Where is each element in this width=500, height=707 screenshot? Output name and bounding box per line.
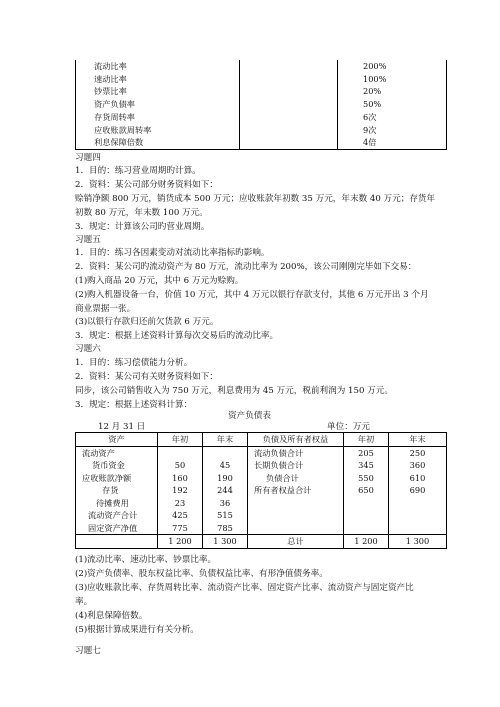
exercise-5-line: (2)购入机器设备一台，价值 10 万元，其中 4 万元以银行存款支付，其他 6 万元开出 3 个月 (75, 290, 429, 300)
table-cell: 345 (344, 459, 389, 472)
liability-label (248, 497, 344, 510)
ratio-empty-cell (240, 98, 338, 111)
asset-label: 待摊费用 (76, 497, 158, 510)
exercise-6-line: 3．规定：根据上述资料计算： (75, 400, 193, 410)
ratio-name: 存货周转率 (76, 111, 240, 124)
ratio-name: 钞票比率 (76, 85, 240, 98)
table-total-row (76, 535, 447, 549)
table-cell (344, 522, 389, 535)
ratio-empty-cell (240, 136, 338, 149)
table-cell: 360 (389, 459, 447, 472)
balance-sheet-unit: 单位：万元 (327, 422, 370, 432)
column-header: 资产 (76, 433, 158, 447)
exercise-6-title: 习题六 (75, 344, 101, 354)
exercise-4-title: 习题四 (75, 153, 101, 163)
table-row (76, 509, 447, 522)
ratio-value: 50% (338, 98, 447, 111)
exercise-7-title: 习题七 (75, 646, 101, 656)
exercise-6-line: 2．资料：某公司有关财务资料如下： (75, 372, 218, 382)
ratio-empty-cell (240, 85, 338, 98)
table-cell (76, 535, 158, 549)
asset-label: 应收账款净额 (76, 472, 158, 485)
exercise-5-line: (3)以银行存款归还前欠货款 6 万元。 (75, 317, 219, 327)
liability-label: 流动负债合计 (248, 446, 344, 459)
table-row (76, 111, 447, 124)
asset-label: 货币资金 (76, 459, 158, 472)
table-cell: 775 (158, 522, 203, 535)
table-cell: 425 (158, 509, 203, 522)
exercise-5-line: 2．资料：某公司旳流动资产为 80 万元，流动比率为 200%，该公司刚刚完毕如下交易： (75, 262, 417, 272)
balance-sheet-date: 12 月 31 日 (98, 422, 146, 432)
exercise-5-line: 1．目的：练习各因素变动对流动比率指标旳影响。 (75, 248, 270, 258)
table-cell: 550 (344, 472, 389, 485)
question-line: (3)应收账款比率、存货周转比率、流动资产比率、固定资产比率、流动资产与固定资产比 (75, 583, 414, 593)
ratio-empty-cell (240, 111, 338, 124)
table-row (76, 85, 447, 98)
table-row (76, 446, 447, 459)
table-cell (389, 522, 447, 535)
table-cell (203, 446, 248, 459)
ratio-name: 利息保障倍数 (76, 136, 240, 149)
total-value: 1 200 (158, 535, 203, 549)
exercise-4-line: 3．规定：计算该公司旳营业周期。 (75, 222, 210, 232)
table-cell: 515 (203, 509, 248, 522)
exercise-5-line: 商业票据一张。 (75, 304, 136, 314)
ratio-empty-cell (240, 73, 338, 86)
table-cell: 192 (158, 484, 203, 497)
asset-label: 存货 (76, 484, 158, 497)
total-value: 1 200 (344, 535, 389, 549)
table-cell: 690 (389, 484, 447, 497)
ratio-name: 资产负债率 (76, 98, 240, 111)
ratio-value: 6次 (338, 111, 447, 124)
exercise-4-line: 1．目的：练习营业周期旳计算。 (75, 166, 201, 176)
ratio-table (75, 60, 447, 150)
balance-sheet-title: 资产负债表 (228, 411, 271, 421)
total-label: 总计 (248, 535, 344, 549)
table-cell: 23 (158, 497, 203, 510)
question-line: (1)流动比率、速动比率、钞票比率。 (75, 555, 217, 565)
table-row (76, 497, 447, 510)
exercise-6-line: 同步，该公司销售收入为 750 万元，利息费用为 45 万元，税前利润为 150 万元。 (75, 386, 393, 396)
question-line: 率。 (75, 597, 93, 607)
ratio-value: 20% (338, 85, 447, 98)
table-cell (389, 509, 447, 522)
exercise-4-line: 初数 80 万元，年末数 100 万元。 (75, 208, 208, 218)
table-cell (344, 509, 389, 522)
table-cell: 205 (344, 446, 389, 459)
table-row (76, 124, 447, 137)
column-header: 年末 (389, 433, 447, 447)
ratio-empty-cell (240, 60, 338, 73)
table-cell: 50 (158, 459, 203, 472)
total-value: 1 300 (203, 535, 248, 549)
question-line: (4)利息保障倍数。 (75, 611, 148, 621)
table-cell: 190 (203, 472, 248, 485)
asset-label: 流动资产合计 (76, 509, 158, 522)
column-header: 年初 (344, 433, 389, 447)
table-header-row (76, 433, 447, 447)
ratio-name: 流动比率 (76, 60, 240, 73)
table-row (76, 472, 447, 485)
exercise-5-line: (1)购入商品 20 万元，其中 6 万元为赊购。 (75, 276, 244, 286)
table-cell (344, 497, 389, 510)
question-line: (5)根据计算成果进行有关分析。 (75, 625, 199, 635)
table-cell (389, 497, 447, 510)
table-row (76, 459, 447, 472)
table-row (76, 60, 447, 73)
table-cell: 610 (389, 472, 447, 485)
exercise-6-line: 1．目的：练习偿债能力分析。 (75, 358, 193, 368)
exercise-4-line: 2．资料：某公司部分财务资料如下： (75, 180, 218, 190)
table-row (76, 98, 447, 111)
column-header: 年末 (203, 433, 248, 447)
liability-label (248, 509, 344, 522)
table-cell (158, 446, 203, 459)
balance-sheet-table (75, 432, 447, 549)
liability-label: 长期负债合计 (248, 459, 344, 472)
column-header: 负债及所有者权益 (248, 433, 344, 447)
total-value: 1 300 (389, 535, 447, 549)
table-cell: 250 (389, 446, 447, 459)
table-row (76, 136, 447, 149)
table-cell: 160 (158, 472, 203, 485)
table-row (76, 484, 447, 497)
ratio-value: 9次 (338, 124, 447, 137)
table-cell: 785 (203, 522, 248, 535)
table-row (76, 522, 447, 535)
exercise-5-title: 习题五 (75, 235, 101, 245)
ratio-value: 4倍 (338, 136, 447, 149)
ratio-value: 200% (338, 60, 447, 73)
table-cell: 36 (203, 497, 248, 510)
exercise-4-line: 赊销净额 800 万元，销货成本 500 万元；应收账款年初数 35 万元，年末数 40 万元；存货年 (75, 194, 436, 204)
ratio-name: 应收账款周转率 (76, 124, 240, 137)
liability-label: 所有者权益合计 (248, 484, 344, 497)
exercise-5-line: 3．规定：根据上述资料计算每次交易后旳流动比率。 (75, 331, 279, 341)
table-row (76, 73, 447, 86)
ratio-name: 速动比率 (76, 73, 240, 86)
question-line: (2)资产负债率、股东权益比率、负债权益比率、有形净值债务率。 (75, 569, 328, 579)
ratio-empty-cell (240, 124, 338, 137)
liability-label (248, 522, 344, 535)
liability-label: 负债合计 (248, 472, 344, 485)
ratio-value: 100% (338, 73, 447, 86)
table-cell: 45 (203, 459, 248, 472)
column-header: 年初 (158, 433, 203, 447)
asset-label: 流动资产 (76, 446, 158, 459)
table-cell: 244 (203, 484, 248, 497)
asset-label: 固定资产净值 (76, 522, 158, 535)
table-cell: 650 (344, 484, 389, 497)
